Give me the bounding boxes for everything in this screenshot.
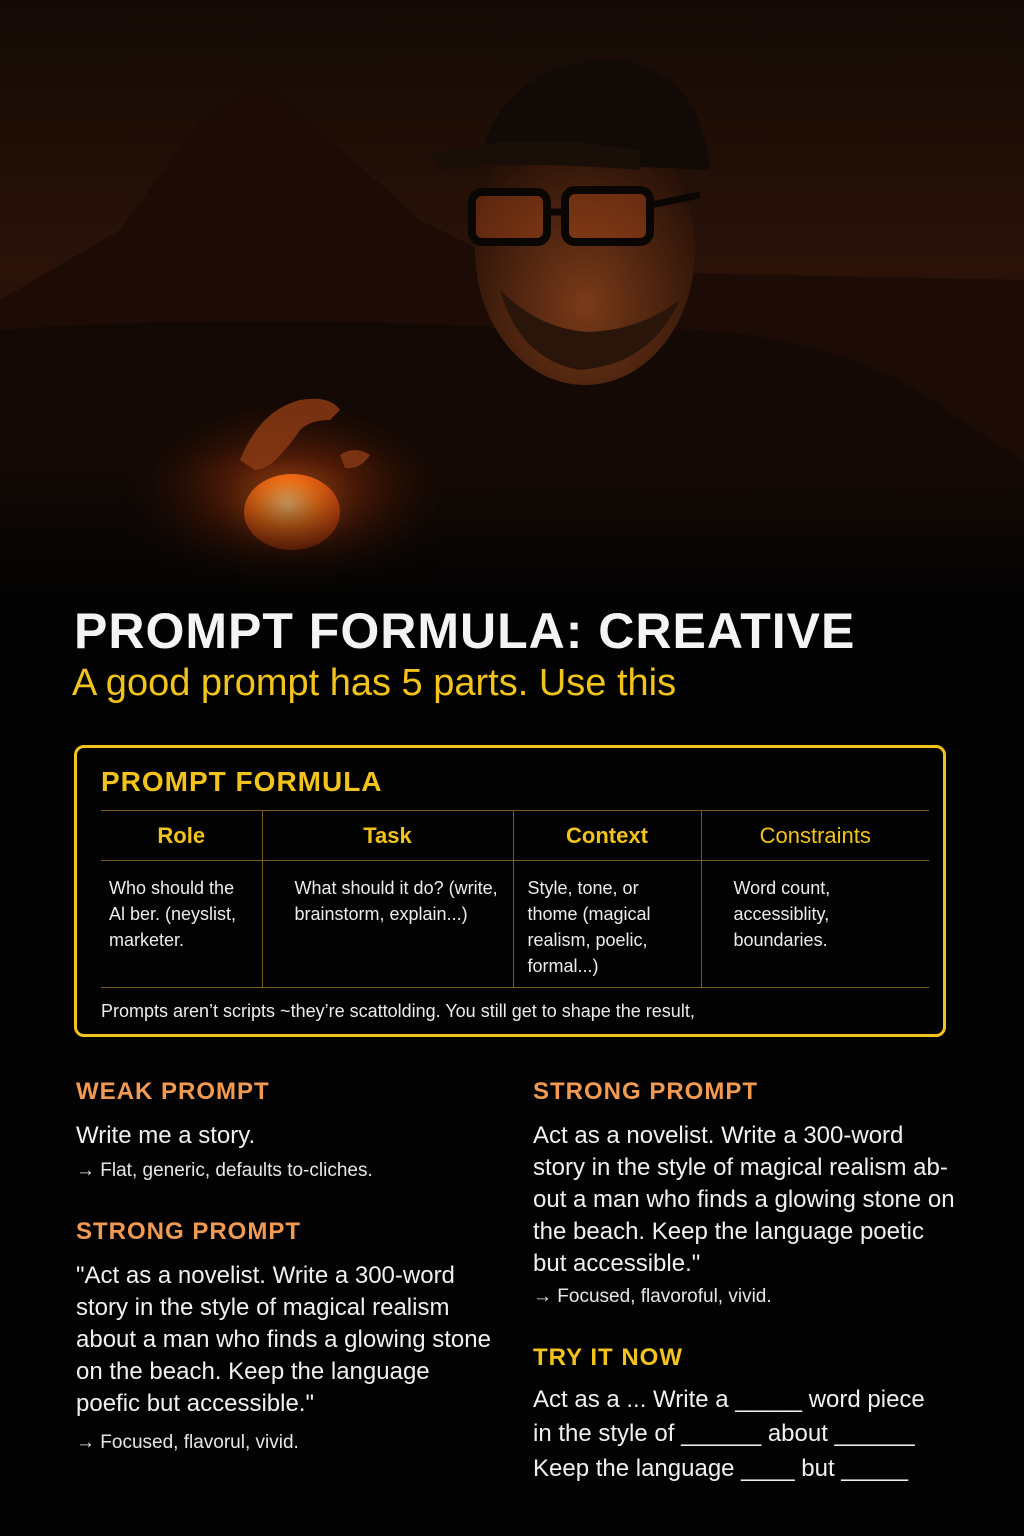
formula-header-constraints: Constraints <box>701 811 929 861</box>
page-subtitle: A good prompt has 5 parts. Use this <box>72 662 677 704</box>
formula-title: PROMPT FORMULA <box>101 766 383 797</box>
try-it-now-heading: TRY IT NOW <box>533 1344 683 1371</box>
try-line-2: in the style of ______ about ______ <box>533 1420 915 1447</box>
strong-prompt-note-right: → Focused, flavoroful, vivid. <box>533 1286 772 1307</box>
formula-note: Prompts aren’t scripts ~they’re scattolding. You still get to shape the result, <box>101 1001 695 1021</box>
formula-desc-constraints: Word count, accessiblity, boundaries. <box>701 861 929 988</box>
formula-header-task: Task <box>262 811 513 861</box>
formula-header-role: Role <box>101 811 262 861</box>
strong-prompt-heading-left: STRONG PROMPT <box>76 1218 302 1245</box>
formula-table <box>101 810 929 988</box>
glasses-right-lens <box>565 190 650 242</box>
strong-prompt-note-left: → Focused, flavorul, vivid. <box>76 1432 299 1453</box>
try-line-1: Act as a ... Write a _____ word piece <box>533 1386 925 1413</box>
prompt-formula-box <box>74 745 946 1037</box>
glasses-left-lens <box>472 192 547 242</box>
strong-prompt-text-left: "Act as a novelist. Write a 300-word story in the style of magical realism about a man who finds a glowing stone on the beach. Keep the language poefic but accessible." <box>76 1262 491 1417</box>
formula-desc-task: What should it do? (write, brainstorm, explain...) <box>262 861 513 988</box>
formula-header-row <box>101 811 929 861</box>
strong-prompt-heading-right: STRONG PROMPT <box>533 1078 759 1105</box>
weak-prompt-note: → Flat, generic, defaults to-cliches. <box>76 1160 373 1181</box>
formula-desc-row <box>101 861 929 988</box>
page-title: PROMPT FORMULA: CREATIVE <box>74 603 856 659</box>
try-line-3: Keep the language ____ but _____ <box>533 1455 909 1482</box>
hero-image <box>0 0 1024 600</box>
formula-header-context: Context <box>513 811 701 861</box>
strong-prompt-text-right: Act as a novelist. Write a 300-word story in the style of magical realism ab-out a man who finds a glowing stone on the beach. Keep the language poetic but accessible." <box>533 1122 955 1277</box>
hero-illustration <box>0 0 1024 600</box>
formula-desc-context: Style, tone, or thome (magical realism, poelic, formal...) <box>513 861 701 988</box>
formula-desc-role: Who should the Al ber. (neyslist, marketer. <box>101 861 262 988</box>
weak-prompt-text: Write me a story. <box>76 1122 256 1149</box>
weak-prompt-heading: WEAK PROMPT <box>76 1078 270 1105</box>
